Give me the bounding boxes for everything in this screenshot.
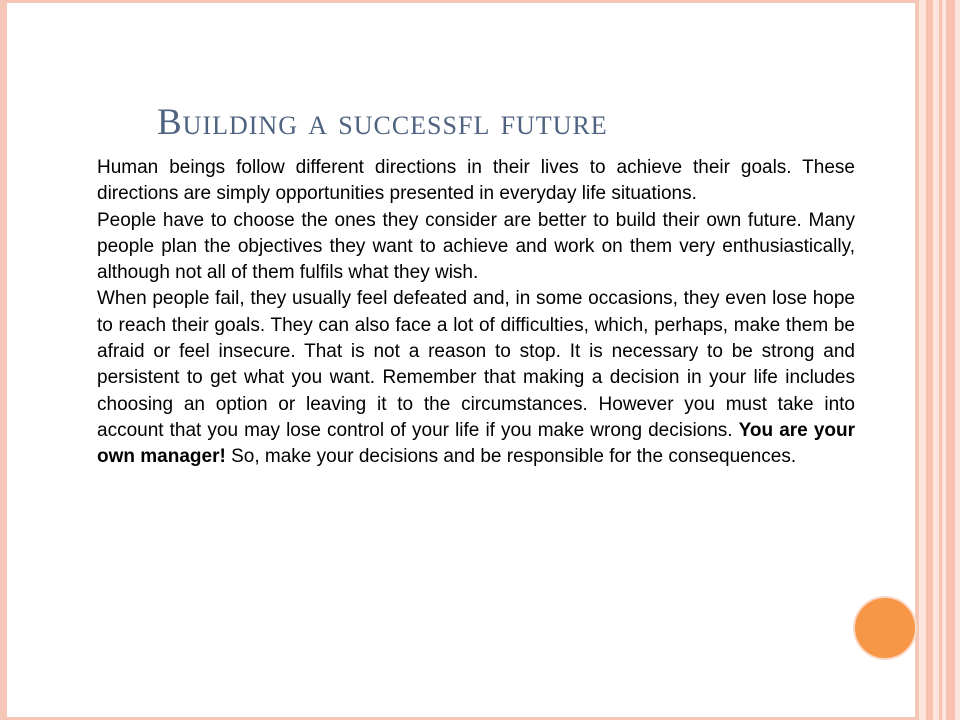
frame-left-border xyxy=(0,0,7,720)
decorative-stripe xyxy=(939,0,942,720)
paragraph-3-text: When people fail, they usually feel defeated and, in some occasions, they even lose hope to reach their goals. They can also face a lot of difficulties, which, perhaps, make them be afraid or feel insecure. That is not a reason to stop. It is necessary to be strong and persistent to get what you want. Remember that making a decision in your life includes choosing an option or leaving it to the circumstances. However you must take into account that you may lose control of your life if you make wrong decisions. xyxy=(97,288,855,441)
paragraph-3 xyxy=(97,286,855,470)
accent-circle-decoration xyxy=(855,598,915,658)
paragraph-1: Human beings follow different directions in their lives to achieve their goals. These directions are simply opportunities presented in everyday life situations. xyxy=(97,157,855,205)
frame-top-border xyxy=(0,0,918,3)
decorative-stripe xyxy=(926,0,933,720)
slide-title: Building a successfl future xyxy=(157,102,608,143)
paragraph-3-closing: So, make your decisions and be responsible for the consequences. xyxy=(225,446,797,468)
emphasis-text: You are your own manager! xyxy=(97,419,856,468)
slide-body xyxy=(97,155,855,471)
decorative-stripe xyxy=(946,0,955,720)
paragraph-2: People have to choose the ones they consider are better to build their own future. Many people plan the objectives they want to achieve and work on them very enthusiastically, although not all of them fulfils what they wish. xyxy=(97,209,855,284)
